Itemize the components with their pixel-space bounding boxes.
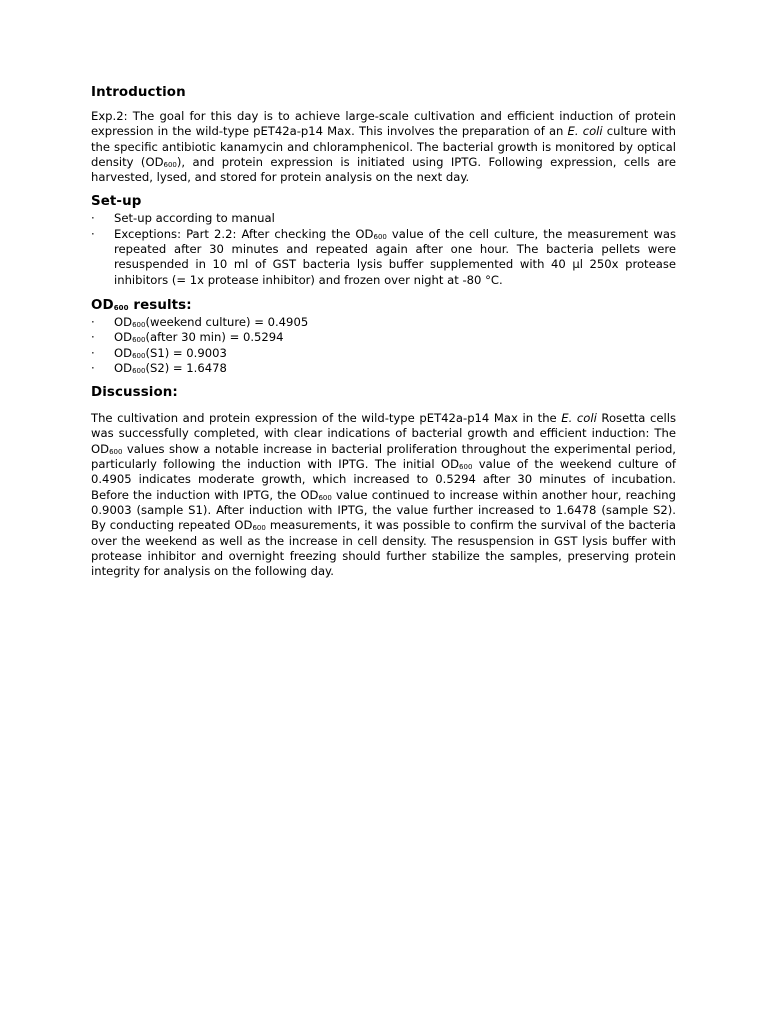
od-results-list <box>91 315 676 376</box>
introduction-heading: Introduction <box>91 85 186 100</box>
od-subscript: 600 <box>132 320 146 329</box>
od-subscript: 600 <box>113 303 129 312</box>
od-subscript: 600 <box>373 232 387 241</box>
bullet-icon: · <box>91 360 95 375</box>
discussion-paragraph <box>91 411 676 579</box>
disc-text-1: The cultivation and protein expression of the wild-type pET42a-p14 Max in the <box>91 411 562 426</box>
od-prefix: OD <box>114 345 133 360</box>
od-subscript: 600 <box>252 524 266 533</box>
discussion-heading: Discussion: <box>91 385 178 401</box>
setup-item-text-a: Exceptions: Part 2.2: After checking the OD <box>114 226 374 241</box>
od-result-text: (S1) = 0.9003 <box>145 345 227 360</box>
od-heading-prefix: OD <box>91 297 114 313</box>
setup-item-manual <box>91 211 676 226</box>
od-subscript: 600 <box>163 160 177 169</box>
od-prefix: OD <box>114 360 133 375</box>
od-subscript: 600 <box>132 351 146 360</box>
intro-text-2: culture with the specific antibiotic kanamycin and chloramphenicol. The bacterial growth is monitored by optical density (OD <box>91 124 677 169</box>
od-subscript: 600 <box>132 336 146 345</box>
od-result-item <box>91 315 676 330</box>
introduction-paragraph <box>91 109 676 185</box>
setup-item-text: Set-up according to manual <box>114 211 275 226</box>
bullet-icon: · <box>91 211 95 226</box>
setup-heading: Set-up <box>91 194 142 210</box>
od-prefix: OD <box>114 330 133 345</box>
od-results-heading <box>91 297 676 315</box>
od-subscript: 600 <box>459 463 473 472</box>
od-subscript: 600 <box>132 366 146 375</box>
bullet-icon: · <box>91 314 95 329</box>
od-subscript: 600 <box>109 447 123 456</box>
od-result-text: (after 30 min) = 0.5294 <box>145 330 284 345</box>
od-result-text: (weekend culture) = 0.4905 <box>145 314 309 329</box>
setup-item-exceptions <box>91 227 676 288</box>
bullet-icon: · <box>91 330 95 345</box>
disc-text-3: values show a notable increase in bacterial proliferation throughout the experimental period, particularly following the induction with IPTG. The initial OD <box>91 441 676 472</box>
setup-list <box>91 211 676 287</box>
document-page <box>91 84 676 579</box>
od-result-item <box>91 346 676 361</box>
intro-text-3: ), and protein expression is initiated using IPTG. Following expression, cells are harvested, lysed, and stored for protein analysis on the next day. <box>91 154 676 185</box>
disc-text-6: measurements, it was possible to confirm the survival of the bacteria over the weekend as well as the increase in cell density. The resuspension in GST lysis buffer with protease inhibitor and overnight freezing should further stabilize the samples, preserving protein integrity for analysis on the following day. <box>91 518 676 579</box>
disc-text-2: Rosetta cells was successfully completed, with clear indications of bacterial growth and efficient induction: The OD <box>91 411 677 456</box>
od-result-text: (S2) = 1.6478 <box>145 360 227 375</box>
od-prefix: OD <box>114 314 133 329</box>
setup-item-text-b: value of the cell culture, the measurement was repeated after 30 minutes and repeated again after one hour. The bacteria pellets were resuspended in 10 ml of GST bacteria lysis buffer supplemented with 40 µl 250x protease inhibitors (= 1x protease inhibitor) and frozen over night at -80 °C. <box>114 226 676 287</box>
od-subscript: 600 <box>318 493 332 502</box>
disc-text-5: value continued to increase within another hour, reaching 0.9003 (sample S1). After induction with IPTG, the value further increased to 1.6478 (sample S2). By conducting repeated OD <box>91 487 676 533</box>
bullet-icon: · <box>91 226 95 241</box>
od-result-item <box>91 361 676 376</box>
od-heading-rest: results: <box>128 297 192 313</box>
bullet-icon: · <box>91 345 95 360</box>
disc-text-4: value of the weekend culture of 0.4905 indicates moderate growth, which increased to 0.5294 after 30 minutes of incubation. Before the induction with IPTG, the OD <box>91 457 676 502</box>
intro-text-1: Exp.2: The goal for this day is to achieve large-scale cultivation and efficient induction of protein expression in the wild-type pET42a-p14 Max. This involves the preparation of an <box>91 109 676 139</box>
organism-name: E. coli <box>567 124 603 139</box>
od-result-item <box>91 330 676 345</box>
organism-name: E. coli <box>561 411 597 426</box>
